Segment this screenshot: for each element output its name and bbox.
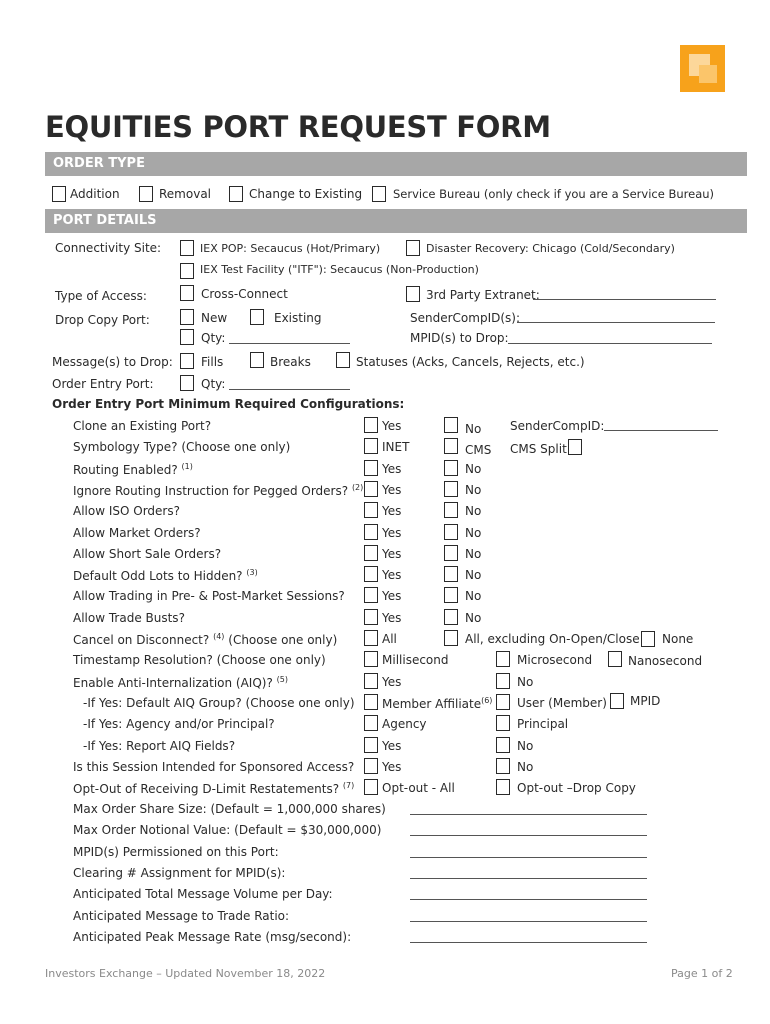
mpids-to-drop-label: MPID(s) to Drop: xyxy=(410,331,509,345)
option-b-label: No xyxy=(465,504,482,518)
option-b-checkbox[interactable] xyxy=(444,609,458,625)
cross-connect-checkbox[interactable] xyxy=(180,285,194,301)
connectivity-site-label: Connectivity Site: xyxy=(55,241,162,255)
option-b-checkbox[interactable] xyxy=(496,651,510,667)
fill-field-line[interactable] xyxy=(410,835,647,836)
config-question xyxy=(73,611,185,625)
option-a-text: Opt-out - All xyxy=(382,781,455,795)
option-a-checkbox[interactable] xyxy=(364,673,378,689)
option-a-text: Yes xyxy=(382,462,402,476)
config-question xyxy=(73,781,354,796)
order-type-title: ORDER TYPE xyxy=(53,156,145,171)
option-b-checkbox[interactable] xyxy=(444,524,458,540)
config-question xyxy=(73,547,221,561)
fill-field-label: Anticipated Total Message Volume per Day: xyxy=(73,887,333,901)
option-a-checkbox[interactable] xyxy=(364,460,378,476)
config-question xyxy=(73,653,326,667)
nanosecond-checkbox[interactable] xyxy=(608,651,622,667)
order-entry-qty-checkbox[interactable] xyxy=(180,375,194,391)
option-a-text: Yes xyxy=(382,675,402,689)
option-a-checkbox[interactable] xyxy=(364,758,378,774)
fill-field-label: Clearing # Assignment for MPID(s): xyxy=(73,866,286,880)
question-text: Allow Market Orders? xyxy=(73,526,201,540)
breaks-label: Breaks xyxy=(270,355,311,369)
option-a-label xyxy=(382,739,401,753)
option-a-label xyxy=(382,462,401,476)
option-a-label xyxy=(382,781,455,795)
fill-field-line[interactable] xyxy=(410,814,647,815)
page-title: EQUITIES PORT REQUEST FORM xyxy=(45,110,551,144)
change-to-existing-checkbox[interactable] xyxy=(229,186,243,202)
fill-field-line[interactable] xyxy=(410,857,647,858)
option-a-checkbox[interactable] xyxy=(364,587,378,603)
option-b-checkbox[interactable] xyxy=(444,460,458,476)
iex-pop-checkbox[interactable] xyxy=(180,240,194,256)
question-text: Allow ISO Orders? xyxy=(73,504,180,518)
port-details-title: PORT DETAILS xyxy=(53,213,157,228)
option-a-label xyxy=(382,653,449,667)
option-a-text: INET xyxy=(382,440,410,454)
option-a-text: Yes xyxy=(382,483,402,497)
option-b-checkbox[interactable] xyxy=(444,566,458,582)
question-footnote: (1) xyxy=(181,462,193,471)
config-question xyxy=(73,483,363,498)
config-question xyxy=(73,589,345,603)
option-b-label: No xyxy=(465,547,482,561)
itf-label: IEX Test Facility ("ITF"): Secaucus (Non-Production) xyxy=(200,263,479,276)
option-a-text: Yes xyxy=(382,739,402,753)
option-b-label: No xyxy=(517,760,534,774)
order-entry-port-label: Order Entry Port: xyxy=(52,377,154,391)
option-a-checkbox[interactable] xyxy=(364,438,378,454)
option-b-label: No xyxy=(465,589,482,603)
question-footnote: (2) xyxy=(351,483,364,492)
config-question xyxy=(73,568,258,583)
option-b-checkbox[interactable] xyxy=(496,758,510,774)
option-a-text: Agency xyxy=(382,717,427,731)
option-b-label: No xyxy=(465,462,482,476)
config-question xyxy=(83,717,275,731)
option-b-checkbox[interactable] xyxy=(496,779,510,795)
option-a-checkbox[interactable] xyxy=(364,417,378,433)
option-a-checkbox[interactable] xyxy=(364,737,378,753)
option-b-label: No xyxy=(465,483,482,497)
option-a-label xyxy=(382,589,401,603)
iex-pop-label: IEX POP: Secaucus (Hot/Primary) xyxy=(200,242,381,255)
option-b-checkbox[interactable] xyxy=(444,502,458,518)
option-a-checkbox[interactable] xyxy=(364,630,378,646)
option-a-checkbox[interactable] xyxy=(364,651,378,667)
statuses-checkbox[interactable] xyxy=(336,352,350,368)
question-footnote: (5) xyxy=(276,675,289,684)
question-footnote: (7) xyxy=(342,781,355,790)
drop-copy-qty-line[interactable] xyxy=(229,343,350,344)
option-a-text: Millisecond xyxy=(382,653,449,667)
option-a-label xyxy=(382,632,397,646)
mpids-to-drop-line[interactable] xyxy=(508,343,712,344)
option-b-label: Principal xyxy=(517,717,569,731)
clone-sendercompid-label: SenderCompID: xyxy=(510,419,605,433)
mpid-label: MPID xyxy=(630,694,661,708)
config-question xyxy=(73,760,354,774)
question-note: (Choose one only) xyxy=(228,633,338,647)
question-text: Is this Session Intended for Sponsored Access? xyxy=(73,760,355,774)
option-a-label xyxy=(382,611,401,625)
question-text: Allow Short Sale Orders? xyxy=(73,547,222,561)
config-question xyxy=(73,419,211,433)
fill-field-label: Anticipated Message to Trade Ratio: xyxy=(73,909,290,923)
none-checkbox[interactable] xyxy=(641,631,655,647)
option-a-text: Yes xyxy=(382,568,402,582)
question-text: Ignore Routing Instruction for Pegged Orders? xyxy=(73,484,349,498)
drop-copy-qty-checkbox[interactable] xyxy=(180,329,194,345)
order-type-header xyxy=(45,152,747,176)
config-question xyxy=(83,696,355,710)
messages-to-drop-label: Message(s) to Drop: xyxy=(52,355,173,369)
option-a-checkbox[interactable] xyxy=(364,524,378,540)
option-a-label xyxy=(382,547,401,561)
mpid-checkbox[interactable] xyxy=(610,693,624,709)
sendercompids-label: SenderCompID(s): xyxy=(410,311,521,325)
question-text: -If Yes: Agency and/or Principal? xyxy=(83,717,275,731)
question-text: -If Yes: Default AIQ Group? (Choose one only) xyxy=(83,696,355,710)
cms-split-label: CMS Split xyxy=(510,442,567,456)
removal-checkbox[interactable] xyxy=(139,186,153,202)
option-a-checkbox[interactable] xyxy=(364,609,378,625)
option-a-text: Yes xyxy=(382,611,402,625)
question-text: Clone an Existing Port? xyxy=(73,419,212,433)
itf-checkbox[interactable] xyxy=(180,263,194,279)
question-text: Allow Trade Busts? xyxy=(73,611,185,625)
question-text: Opt-Out of Receiving D-Limit Restatements? xyxy=(73,782,340,796)
option-b-label: No xyxy=(517,739,534,753)
question-text: -If Yes: Report AIQ Fields? xyxy=(83,739,236,753)
question-text: Routing Enabled? xyxy=(73,463,178,477)
option-b-checkbox[interactable] xyxy=(496,715,510,731)
footer-page-number: Page 1 of 2 xyxy=(671,967,733,980)
option-a-footnote: (6) xyxy=(481,696,493,705)
footer-left: Investors Exchange – Updated November 18, 2022 xyxy=(45,967,326,980)
option-a-text: All xyxy=(382,632,397,646)
option-a-label xyxy=(382,504,401,518)
drop-copy-existing-checkbox[interactable] xyxy=(250,309,264,325)
option-a-checkbox[interactable] xyxy=(364,694,378,710)
change-to-existing-label: Change to Existing xyxy=(249,187,363,201)
option-a-label xyxy=(382,717,427,731)
config-question xyxy=(73,632,337,647)
option-b-checkbox[interactable] xyxy=(444,587,458,603)
option-a-text: Yes xyxy=(382,547,402,561)
option-a-label xyxy=(382,568,401,582)
question-text: Timestamp Resolution? (Choose one only) xyxy=(73,653,326,667)
config-question xyxy=(73,504,180,518)
question-footnote: (4) xyxy=(213,632,225,641)
option-b-label: No xyxy=(465,611,482,625)
port-details-header xyxy=(45,209,747,233)
option-a-checkbox[interactable] xyxy=(364,715,378,731)
option-b-label: All, excluding On-Open/Close xyxy=(465,632,640,646)
config-question xyxy=(83,739,235,753)
option-b-label: Microsecond xyxy=(517,653,593,667)
option-a-text: Yes xyxy=(382,419,402,433)
service-bureau-label: Service Bureau (only check if you are a Service Bureau) xyxy=(393,187,715,201)
clone-sendercompid-line[interactable] xyxy=(604,430,718,431)
disaster-recovery-label: Disaster Recovery: Chicago (Cold/Secondary) xyxy=(426,242,675,255)
option-a-checkbox[interactable] xyxy=(364,481,378,497)
service-bureau-checkbox[interactable] xyxy=(372,186,386,202)
drop-copy-new-checkbox[interactable] xyxy=(180,309,194,325)
addition-label: Addition xyxy=(70,187,120,201)
option-a-label xyxy=(382,760,401,774)
breaks-checkbox[interactable] xyxy=(250,352,264,368)
sendercompids-line[interactable] xyxy=(517,322,715,323)
question-text: Allow Trading in Pre- & Post-Market Sessions? xyxy=(73,589,345,603)
fill-field-label: MPID(s) Permissioned on this Port: xyxy=(73,845,279,859)
nanosecond-label: Nanosecond xyxy=(628,654,703,668)
option-b-label: No xyxy=(517,675,534,689)
extranet-checkbox[interactable] xyxy=(406,286,420,302)
statuses-label: Statuses (Acks, Cancels, Rejects, etc.) xyxy=(356,355,585,369)
option-b-checkbox[interactable] xyxy=(444,438,458,454)
fill-field-label: Max Order Share Size: (Default = 1,000,000 shares) xyxy=(73,802,386,816)
option-b-checkbox[interactable] xyxy=(444,481,458,497)
config-question xyxy=(73,675,288,690)
fill-field-label: Max Order Notional Value: (Default = $30,000,000) xyxy=(73,823,382,837)
option-b-label: No xyxy=(465,422,482,436)
option-a-label xyxy=(382,440,409,454)
order-entry-qty-label: Qty: xyxy=(201,377,226,391)
config-heading: Order Entry Port Minimum Required Configurations: xyxy=(52,397,405,411)
cms-split-checkbox[interactable] xyxy=(568,439,582,455)
option-b-checkbox[interactable] xyxy=(496,737,510,753)
option-b-checkbox[interactable] xyxy=(444,545,458,561)
option-a-label xyxy=(382,526,401,540)
removal-label: Removal xyxy=(159,187,212,201)
option-a-text: Member Affiliate xyxy=(382,697,482,711)
fills-label: Fills xyxy=(201,355,224,369)
type-of-access-label: Type of Access: xyxy=(55,289,147,303)
option-b-label: CMS xyxy=(465,443,492,457)
cross-connect-label: Cross-Connect xyxy=(201,287,288,301)
option-b-label: Opt-out –Drop Copy xyxy=(517,781,636,795)
option-a-checkbox[interactable] xyxy=(364,545,378,561)
option-a-text: Yes xyxy=(382,526,402,540)
option-a-label xyxy=(382,419,401,433)
drop-copy-qty-label: Qty: xyxy=(201,331,226,345)
question-text: Default Odd Lots to Hidden? xyxy=(73,569,243,583)
option-b-checkbox[interactable] xyxy=(444,630,458,646)
addition-checkbox[interactable] xyxy=(52,186,66,202)
config-question xyxy=(73,526,201,540)
question-footnote: (3) xyxy=(246,568,258,577)
option-a-label xyxy=(382,696,492,711)
option-b-checkbox[interactable] xyxy=(496,673,510,689)
option-a-text: Yes xyxy=(382,504,402,518)
fills-checkbox[interactable] xyxy=(180,353,194,369)
none-label: None xyxy=(662,632,694,646)
config-question xyxy=(73,440,290,454)
config-question xyxy=(73,462,193,477)
fill-field-line[interactable] xyxy=(410,899,647,900)
extranet-line[interactable] xyxy=(533,299,716,300)
order-entry-qty-line[interactable] xyxy=(229,389,350,390)
option-b-label: No xyxy=(465,526,482,540)
question-text: Cancel on Disconnect? xyxy=(73,633,210,647)
extranet-label: 3rd Party Extranet: xyxy=(426,288,540,302)
option-a-checkbox[interactable] xyxy=(364,566,378,582)
disaster-recovery-checkbox[interactable] xyxy=(406,240,420,256)
fill-field-label: Anticipated Peak Message Rate (msg/second): xyxy=(73,930,352,944)
option-b-label: User (Member) xyxy=(517,696,607,710)
option-a-checkbox[interactable] xyxy=(364,779,378,795)
fill-field-line[interactable] xyxy=(410,921,647,922)
question-text: Enable Anti-Internalization (AIQ)? xyxy=(73,676,273,690)
drop-copy-new-label: New xyxy=(201,311,228,325)
option-b-label: No xyxy=(465,568,482,582)
fill-field-line[interactable] xyxy=(410,878,647,879)
logo-inner-square xyxy=(689,54,710,76)
fill-field-line[interactable] xyxy=(410,942,647,943)
question-text: Symbology Type? (Choose one only) xyxy=(73,440,291,454)
option-a-label xyxy=(382,483,401,497)
iex-logo xyxy=(680,45,725,92)
option-b-checkbox[interactable] xyxy=(444,417,458,433)
option-b-checkbox[interactable] xyxy=(496,694,510,710)
option-a-label xyxy=(382,675,401,689)
option-a-text: Yes xyxy=(382,589,402,603)
option-a-text: Yes xyxy=(382,760,402,774)
drop-copy-label: Drop Copy Port: xyxy=(55,313,150,327)
option-a-checkbox[interactable] xyxy=(364,502,378,518)
drop-copy-existing-label: Existing xyxy=(274,311,322,325)
